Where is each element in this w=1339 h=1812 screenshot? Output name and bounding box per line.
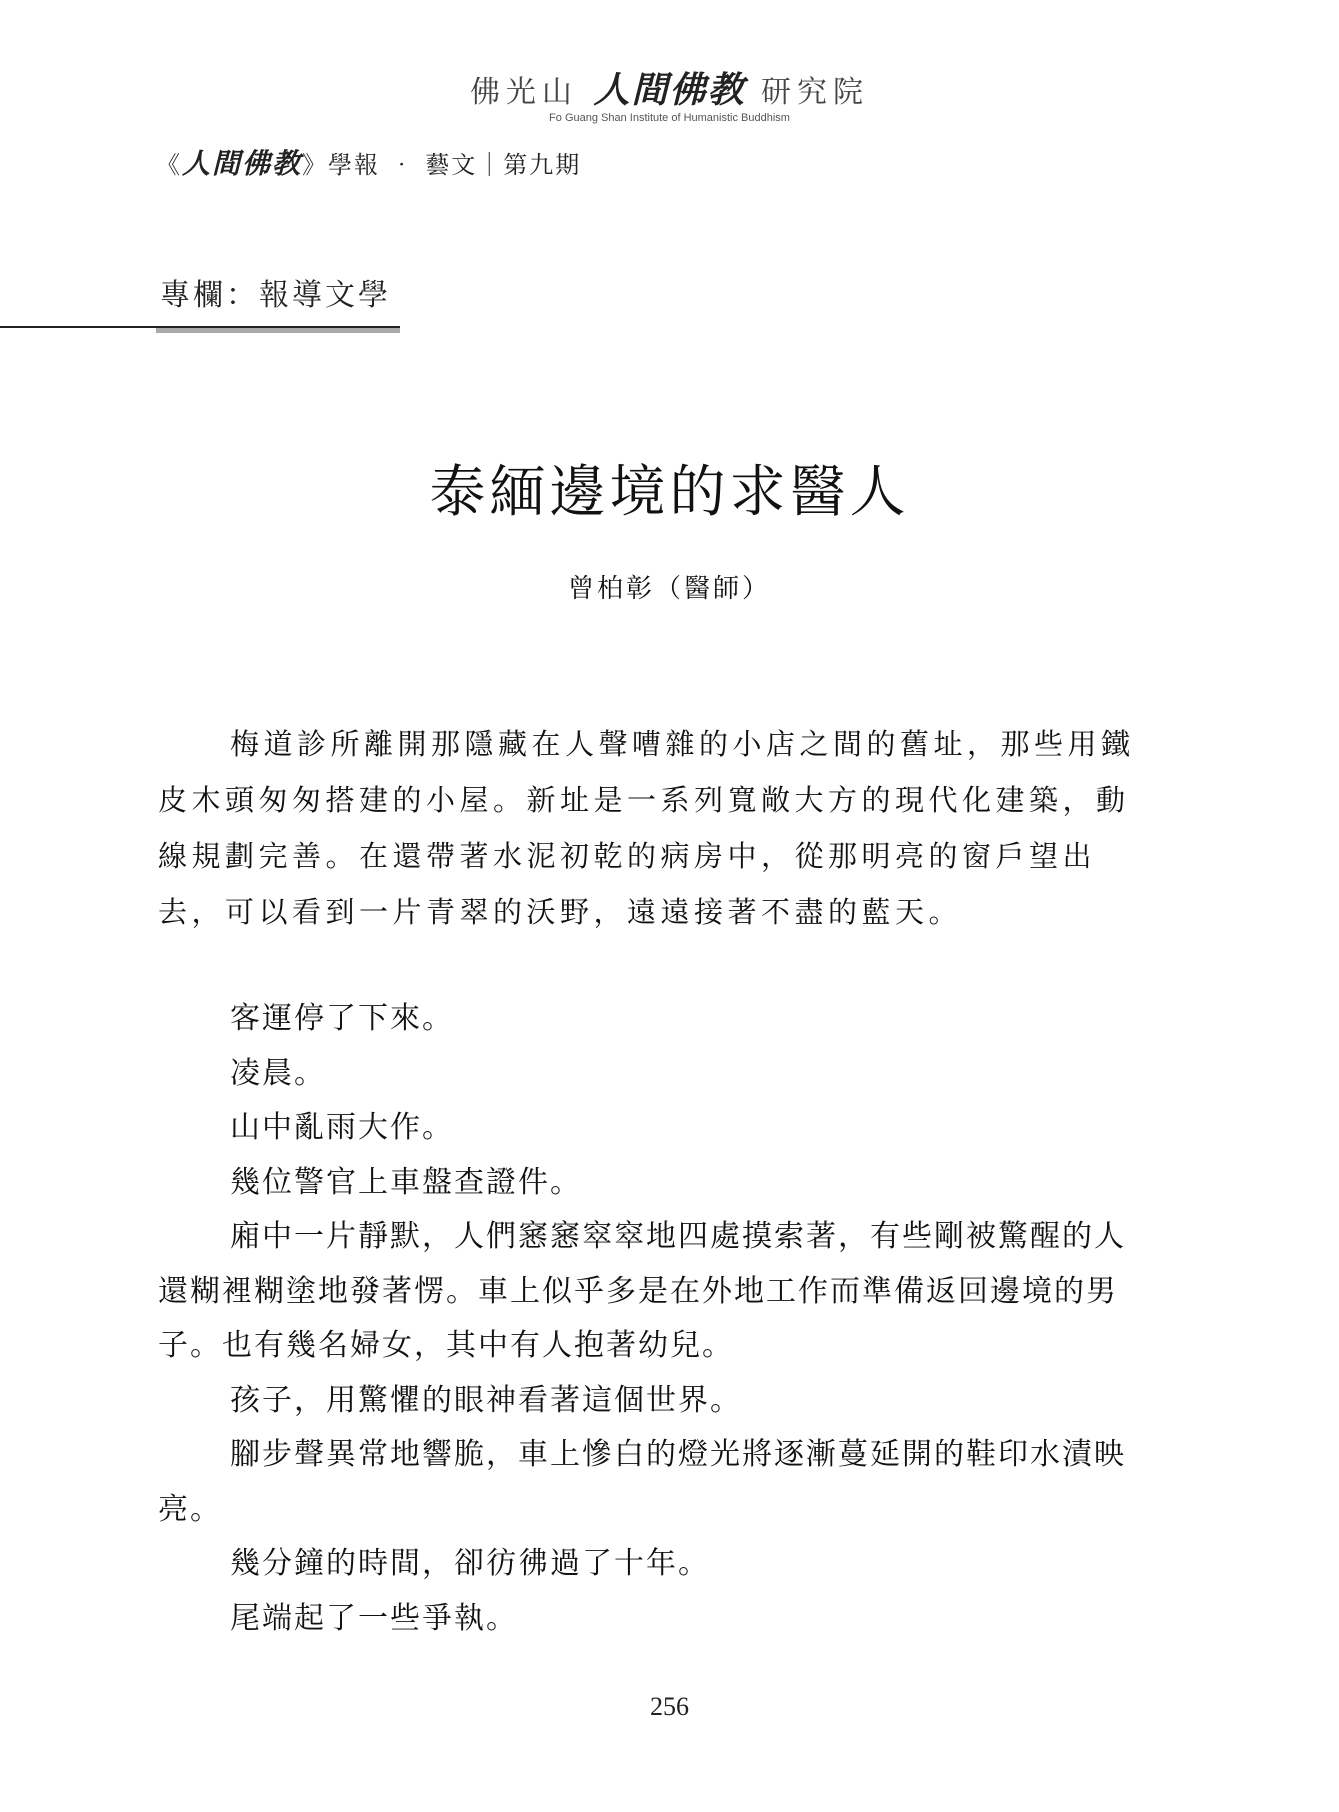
body-paragraph: 尾端起了一些爭執。: [230, 1600, 518, 1636]
body-paragraph: 凌晨。: [230, 1055, 326, 1091]
journal-brand-logo: 人間佛教: [182, 147, 303, 180]
article-author: 曾柏彰（醫師）: [567, 574, 771, 604]
page-number: 256: [650, 1692, 689, 1721]
institute-header: [0, 62, 1339, 113]
institute-suffix: 研究院: [761, 75, 870, 110]
journal-issue-info: 》學報 ‧ 藝文｜第九期: [302, 151, 582, 179]
column-underline: [156, 328, 400, 333]
journal-running-header: [156, 142, 581, 182]
body-paragraph: 幾位警官上車盤查證件。: [230, 1164, 582, 1200]
institute-english-name: Fo Guang Shan Institute of Humanistic Buddhism: [549, 112, 790, 124]
body-paragraph: 廂中一片靜默，人們窸窸窣窣地四處摸索著，有些剛被驚醒的人還糊裡糊塗地發著愣。車上似乎多是在外地工作而準備返回邊境的男子。也有幾名婦女，其中有人抱著幼兒。: [158, 1219, 1126, 1363]
institute-brand-logo: 人間佛教: [593, 69, 746, 111]
intro-paragraph: 梅道診所離開那隱藏在人聲嘈雜的小店之間的舊址，那些用鐵皮木頭匆匆搭建的小屋。新址是一系列寬敞大方的現代化建築，動線規劃完善。在還帶著水泥初乾的病房中，從那明亮的窗戶望出去，可以看到一片青翠的沃野，遠遠接著不盡的藍天。: [158, 727, 1135, 929]
journal-open-bracket: 《: [156, 151, 182, 179]
body-paragraph: 孩子，用驚懼的眼神看著這個世界。: [230, 1382, 742, 1418]
column-label: 專欄：報導文學: [160, 278, 391, 313]
body-paragraph: 腳步聲異常地響脆，車上慘白的燈光將逐漸蔓延開的鞋印水漬映亮。: [158, 1437, 1126, 1527]
institute-prefix: 佛光山: [469, 75, 578, 110]
body-paragraph: 幾分鐘的時間，卻彷彿過了十年。: [230, 1546, 710, 1581]
article-title: 泰緬邊境的求醫人: [429, 460, 910, 525]
body-paragraph: 山中亂雨大作。: [230, 1110, 454, 1145]
intro-block: [158, 716, 1148, 940]
article-body: [158, 992, 1148, 1646]
body-paragraph: 客運停了下來。: [230, 1001, 454, 1036]
